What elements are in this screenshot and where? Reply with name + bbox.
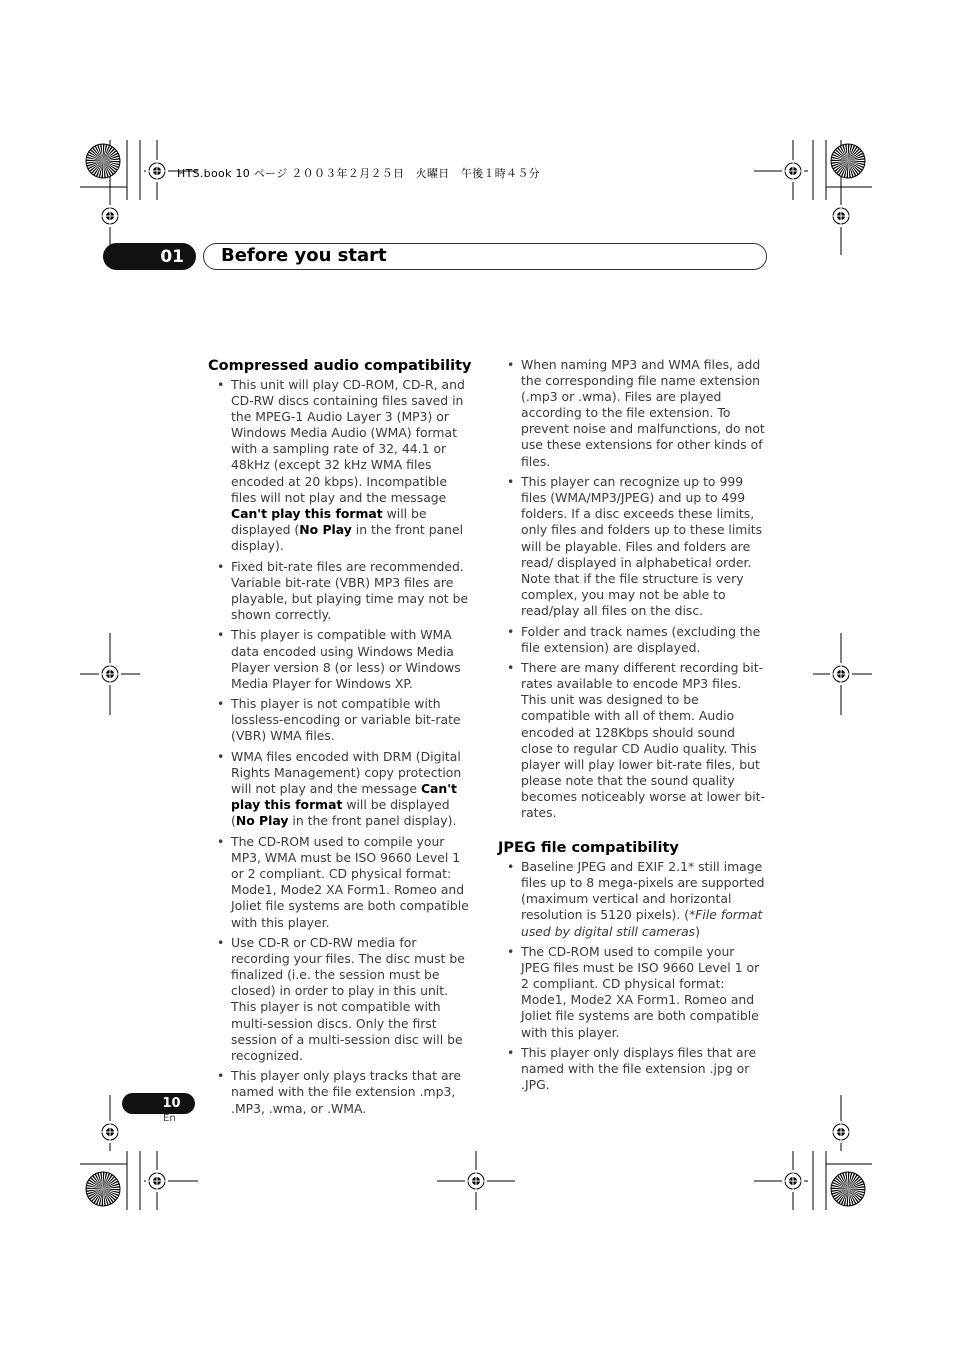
bullet-icon: • (217, 1068, 225, 1084)
bullet-icon: • (217, 558, 225, 574)
emphasis-text: No Play (235, 813, 289, 829)
bullet-icon: • (507, 1045, 515, 1061)
bullet-icon: • (217, 749, 225, 765)
crop-crosshair-icon (782, 1170, 804, 1192)
language-code: En (163, 1113, 176, 1124)
item-text: Use CD-R or CD-RW media for recording your files. The disc must be finalized (i.e. the session must be closed) in order to play in this unit. This player is not compatible with multi-session discs. Only the first session of a multi-session disc will be recognized. (231, 935, 465, 1063)
bullet-list (498, 859, 766, 1093)
item-text: The CD-ROM used to compile your MP3, WMA must be ISO 9660 Level 1 or 2 compliant. CD physical format: Mode1, Mode2 XA Form1. Romeo and Joliet file systems are both compatible with this player. (231, 834, 469, 930)
bullet-icon: • (507, 474, 515, 490)
list-item (498, 624, 766, 656)
registration-sunburst-icon (830, 143, 866, 179)
bullet-icon: • (217, 696, 225, 712)
list-item (208, 627, 476, 691)
item-text: This player only plays tracks that are named with the file extension .mp3, .MP3, .wma, or .WMA. (231, 1068, 461, 1116)
list-item (498, 944, 766, 1041)
item-text: will be displayed ( (231, 505, 427, 537)
section-heading: Compressed audio compatibility (208, 358, 472, 374)
item-text: will be displayed ( (231, 797, 450, 829)
bullet-icon: • (507, 859, 515, 875)
bullet-icon: • (217, 834, 225, 850)
item-text: This player only displays files that are named with the file extension .jpg or .JPG. (521, 1045, 757, 1093)
registration-sunburst-icon (85, 1171, 121, 1207)
crop-crosshair-icon (99, 205, 121, 227)
print-header: HTS.book 10 ページ ２００３年２月２５日 火曜日 午後１時４５分 (177, 167, 540, 180)
item-text: Baseline JPEG and EXIF 2.1* still image files up to 8 mega-pixels are supported (maximum vertical and horizontal resolution is 5120 pixels). (* (521, 859, 765, 923)
item-text: This player is not compatible with lossless-encoding or variable bit-rate (VBR) WMA files. (231, 696, 461, 744)
crop-crosshair-icon (782, 160, 804, 182)
list-item (498, 859, 766, 939)
item-text: Fixed bit-rate files are recommended. Variable bit-rate (VBR) MP3 files are playable, but playing time may not be shown correctly. (231, 558, 469, 622)
page-number: 10 (122, 1093, 195, 1114)
item-text: When naming MP3 and WMA files, add the corresponding file name extension (.mp3 or .wma). Files are played according to the file extension. To prevent noise and malfunctions, do not use these extensions for other kinds of files. (521, 357, 765, 469)
crop-crosshair-icon (146, 1170, 168, 1192)
item-text: This player can recognize up to 999 files (WMA/MP3/JPEG) and up to 499 folders. If a disc exceeds these limits, only files and folders up to these limits will be playable. Files and folders are read/ displayed in alphabetical order. Note that if the file structure is very complex, you may not be able to read/play all files on the disc. (521, 474, 763, 618)
item-text: This player is compatible with WMA data encoded using Windows Media Player version 8 (or less) or Windows Media Player for Windows XP. (231, 627, 461, 691)
crop-crosshair-icon (830, 205, 852, 227)
crop-crosshair-icon (146, 160, 168, 182)
item-text: WMA files encoded with DRM (Digital Rights Management) copy protection will not play and the message (231, 749, 462, 797)
list-item (498, 357, 766, 470)
chapter-title: Before you start (221, 245, 387, 266)
crop-crosshair-icon (99, 663, 121, 685)
crop-crosshair-icon (465, 1170, 487, 1192)
section-heading: JPEG file compatibility (498, 840, 679, 857)
list-item (498, 660, 766, 821)
item-text: This unit will play CD-ROM, CD-R, and CD-RW discs containing files saved in the MPEG-1 Audio Layer 3 (MP3) or Windows Media Audio (WMA) format with a sampling rate of 32, 44.1 or 48kHz (except 32 kHz WMA files encoded at 20 kbps). Incompatible files will not play and the message (231, 377, 465, 505)
right-column (498, 357, 766, 1098)
chapter-number-badge: 01 (103, 243, 196, 270)
bullet-list (208, 377, 476, 1117)
list-item (208, 834, 476, 931)
item-text: in the front panel display). (231, 521, 464, 553)
list-item (208, 935, 476, 1064)
item-text: The CD-ROM used to compile your JPEG files must be ISO 9660 Level 1 or 2 compliant. CD physical format: Mode1, Mode2 XA Form1. Romeo and Joliet file systems are both compatible with this player. (521, 944, 760, 1040)
item-text: There are many different recording bit-rates available to encode MP3 files. This unit was designed to be compatible with all of them. Audio encoded at 128Kbps should sound close to regular CD Audio quality. This player will play lower bit-rate files, but please note that the sound quality becomes noticeably worse at lower bit-rates. (521, 660, 765, 821)
list-item (208, 1068, 476, 1116)
emphasis-text: Can't play this format (231, 781, 457, 813)
bullet-list (498, 357, 766, 821)
registration-sunburst-icon (830, 1171, 866, 1207)
crop-crosshair-icon (99, 1121, 121, 1143)
list-item (498, 1045, 766, 1093)
crop-crosshair-icon (830, 1121, 852, 1143)
list-item (208, 377, 476, 554)
bullet-icon: • (507, 660, 515, 676)
list-item (498, 474, 766, 619)
list-item (208, 749, 476, 829)
registration-sunburst-icon (85, 143, 121, 179)
crop-crosshair-icon (830, 663, 852, 685)
bullet-icon: • (217, 627, 225, 643)
emphasis-text: Can't play this format (231, 505, 383, 521)
item-text: in the front panel display). (288, 813, 457, 829)
item-text: Folder and track names (excluding the file extension) are displayed. (521, 623, 761, 655)
bullet-icon: • (507, 623, 515, 639)
bullet-icon: • (507, 944, 515, 960)
bullet-icon: • (217, 377, 225, 392)
left-column (208, 357, 476, 1121)
list-item (208, 559, 476, 623)
list-item (208, 696, 476, 744)
emphasis-text: No Play (299, 521, 352, 537)
bullet-icon: • (507, 357, 515, 372)
emphasis-text: File format used by digital still cameras (521, 907, 763, 939)
item-text: ) (695, 923, 700, 939)
bullet-icon: • (217, 935, 225, 951)
